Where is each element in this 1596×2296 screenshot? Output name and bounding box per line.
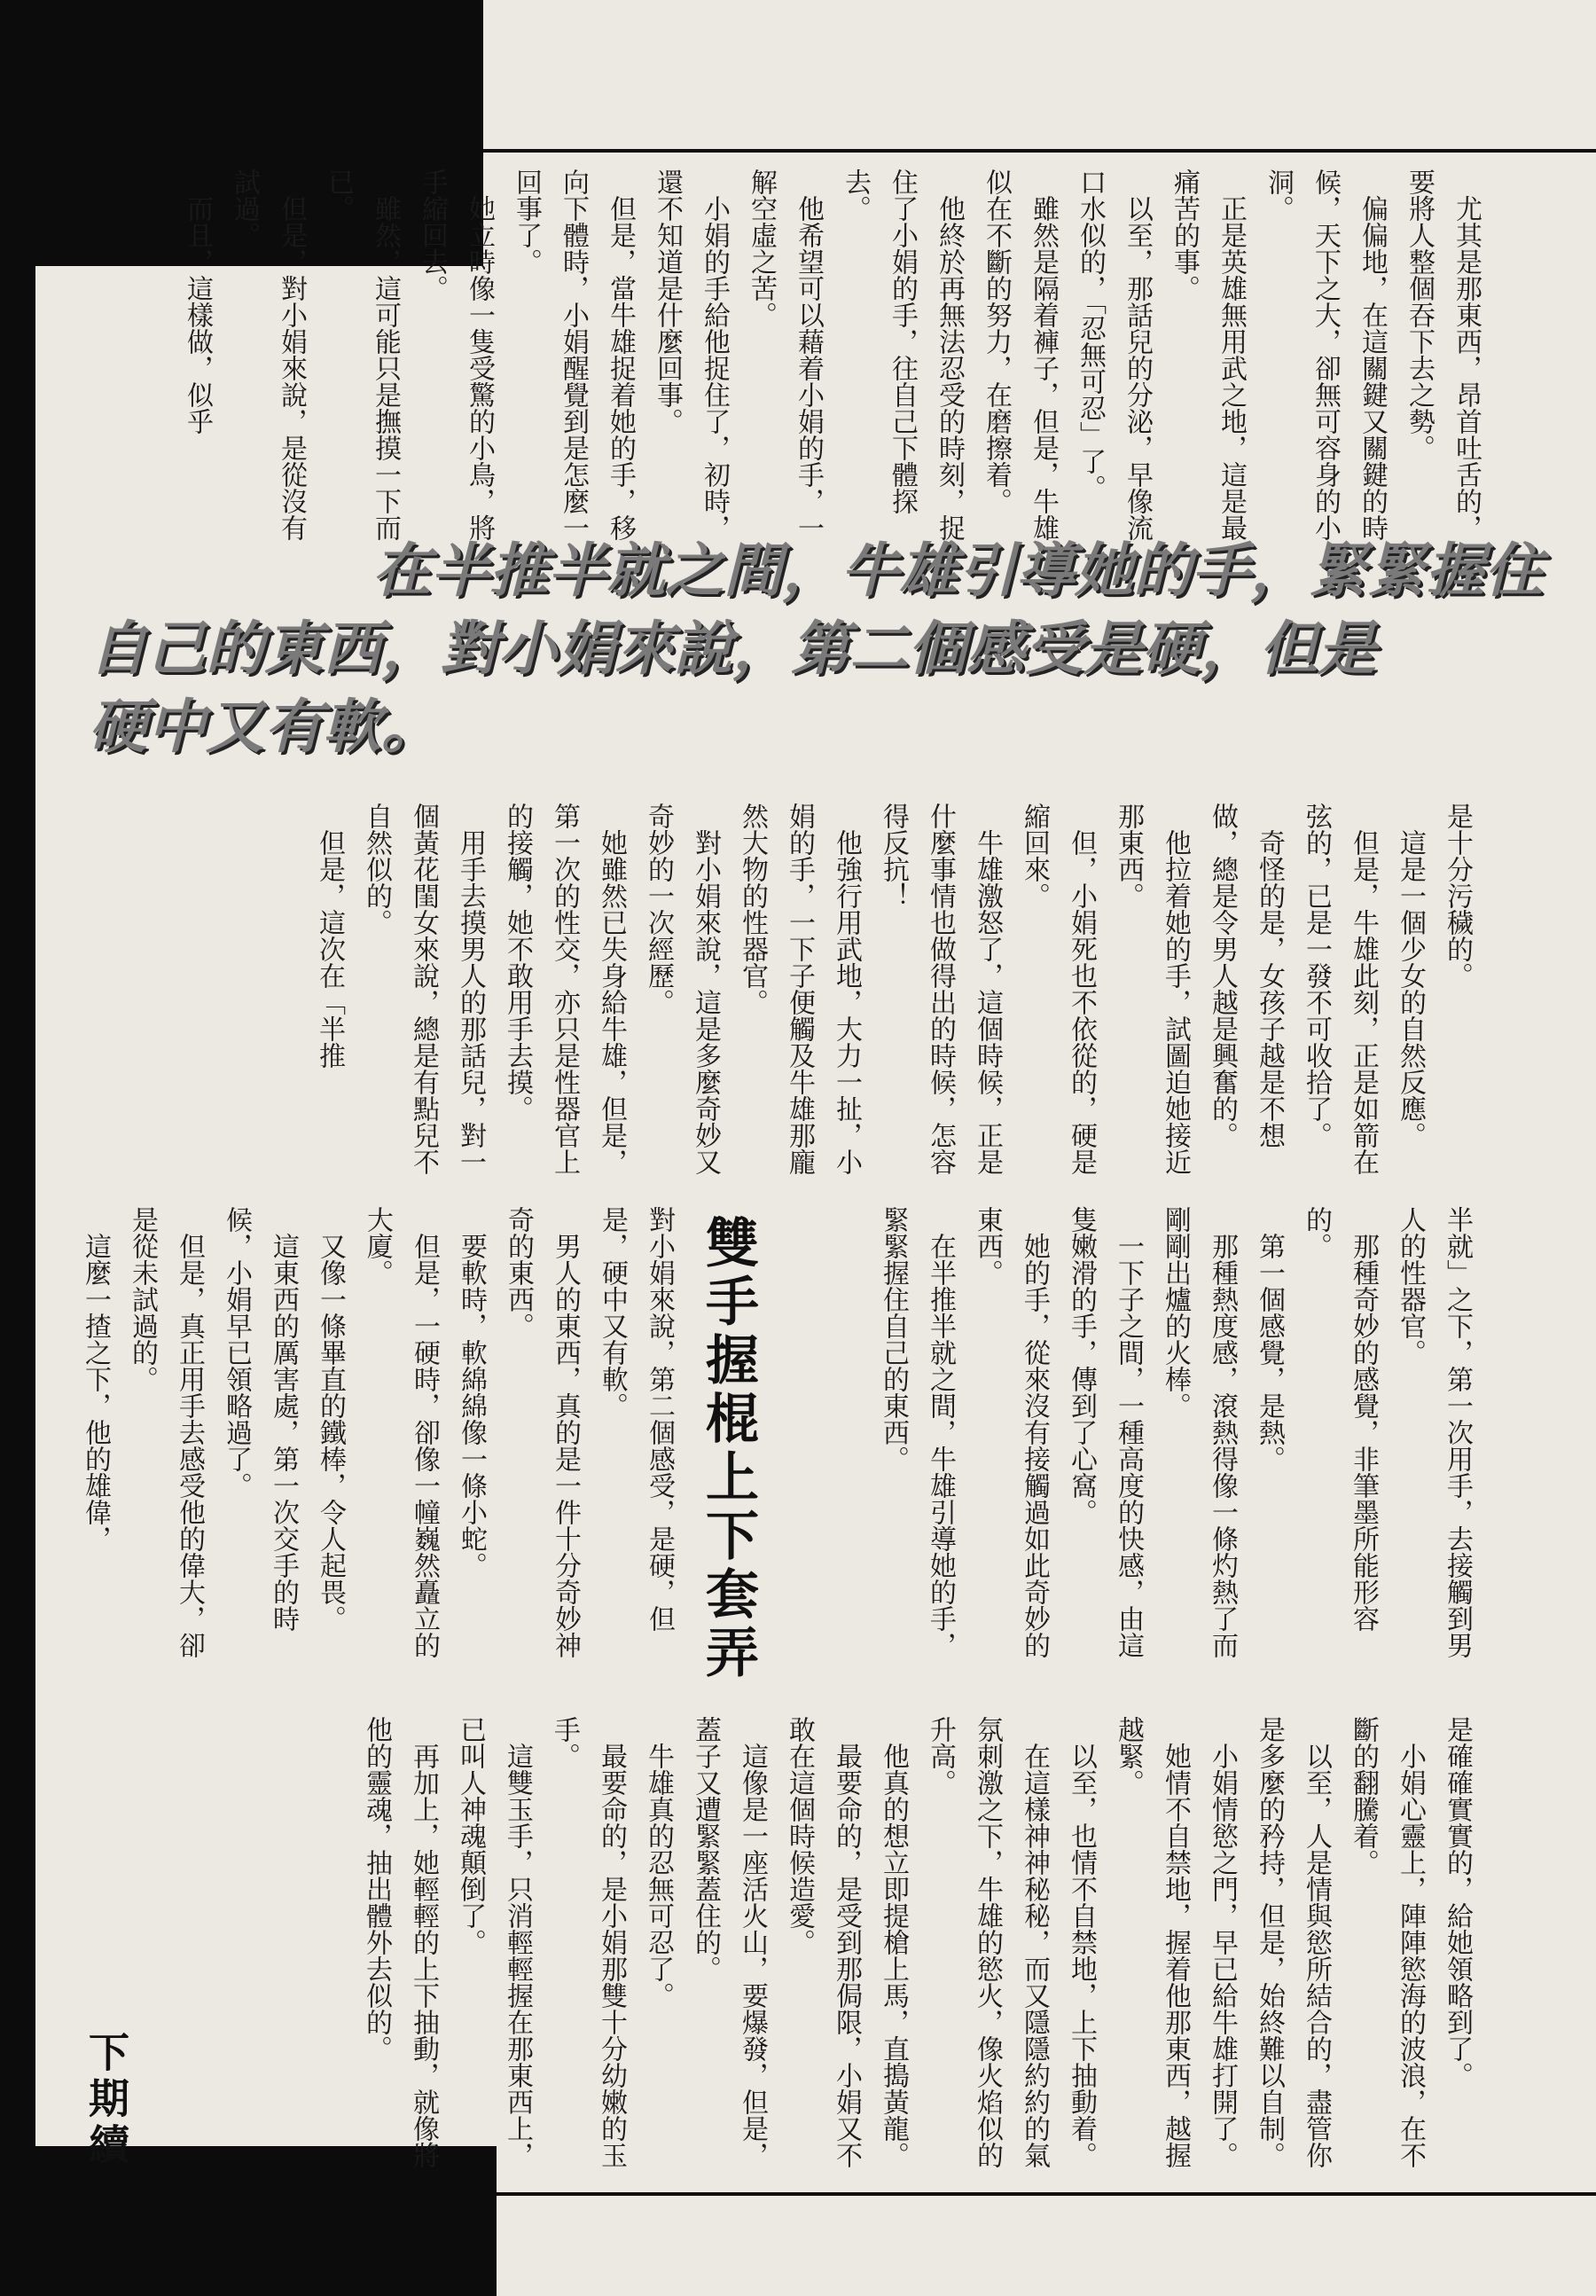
paragraph: 是確確實實的，給她領略到了。 [1442,1716,1473,2088]
paragraph: 小娟心靈上，陣陣慾海的波浪，在不斷的翻騰着。 [1348,1716,1426,2168]
paragraph: 而且，這樣做，似乎 [182,195,213,435]
headline-line: 在半推半就之間，牛雄引導她的手，緊緊握住 [372,537,1543,605]
paragraph: 他真的想立即提槍上馬，直搗黃龍。 [878,1743,909,2168]
paragraph: 他希望可以藉着小娟的手，一解空虛之苦。 [746,168,824,541]
paragraph: 牛雄激怒了，這個時候，正是什麼事情也做得出的時候，怎容得反抗！ [878,803,1003,1175]
paragraph: 一下子之間，一種高度的快感，由這隻嫩滑的手，傳到了心窩。 [1066,1206,1144,1658]
bottom-rule [497,2192,1596,2196]
top-text-block [133,168,1490,541]
paragraph: 但是，真正用手去感受他的偉大，卻是從未試過的。 [127,1206,205,1658]
paragraph: 偏偏地，在這關鍵又關鍵的時候，天下之大，卻無可容身的小洞。 [1263,168,1388,541]
paragraph: 最要命的，是受到那侷限，小娟又不敢在這個時候造愛。 [784,1716,862,2168]
right-text-block [133,803,1481,1184]
paragraph: 但是，牛雄此刻，正是如箭在弦的，已是一發不可收拾了。 [1301,803,1379,1175]
paragraph: 小娟的手給他捉住了，初時，還不知道是什麼回事。 [652,168,730,541]
paragraph: 第一個感覺，是熱。 [1254,1233,1285,1472]
paragraph: 雖然，這可能只是撫摸一下而已。 [323,168,401,541]
paragraph: 對小娟來說，第二個感受，是硬，但是，硬中又有軟。 [597,1206,675,1632]
paragraph: 但，小娟死也不依從的，硬是縮回來。 [1019,803,1097,1175]
paragraph: 這東西的厲害處，第一次交手的時候，小娟早已領略過了。 [221,1206,299,1632]
paragraph: 這雙玉手，只消輕輕握在那東西上，已叫人神魂顛倒了。 [455,1716,533,2168]
pull-quote-headline [89,532,1543,766]
paragraph: 那種熱度感，滾熱得像一條灼熱了而剛剛出爐的火棒。 [1160,1206,1238,1658]
to-be-continued-label: 下期續 [82,2031,130,2169]
paragraph: 尤其是那東西，昂首吐舌的，要將人整個吞下去之勢。 [1404,168,1482,541]
paragraph: 又像一條畢直的鐵棒，令人起畏。 [315,1233,346,1632]
paragraph: 在這樣神神秘秘，而又隱隱約約的氣氛刺激之下，牛雄的慾火，像火焰似的升高。 [925,1716,1050,2168]
paragraph: 牛雄真的忍無可忍了。 [643,1743,674,2009]
black-left-border [0,266,35,2296]
paragraph: 以至，那話兒的分泌，早像流口水似的，「忍無可忍」了。 [1075,168,1153,541]
section-subtitle: 雙手握棍上下套弄 [697,1215,759,1683]
paragraph: 要軟時，軟綿綿像一條小蛇。 [456,1233,487,1579]
headline-line: 硬中又有軟。 [89,693,440,761]
paragraph: 這麼一揸之下，他的雄偉， [80,1233,111,1552]
paragraph: 他拉着她的手，試圖迫她接近那東西。 [1113,803,1191,1175]
paragraph: 男人的東西，真的是一件十分奇妙神奇的東西。 [503,1206,581,1658]
paragraph: 他終於再無法忍受的時刻，捉住了小娟的手，往自己下體探去。 [840,168,965,541]
paragraph: 但是，對小娟來說，是從沒有試過。 [229,168,307,541]
top-rule [483,149,1596,153]
paragraph: 她雖然已失身給牛雄，但是，第一次的性交，亦只是性器官上的接觸，她不敢用手去摸。 [502,803,627,1175]
paragraph: 她立時像一隻受驚的小鳥，將手縮回去。 [417,168,495,541]
paragraph: 奇怪的是，女孩子越是不想做，總是令男人越是興奮的。 [1207,803,1285,1148]
middle-text-block [80,1206,683,1676]
paragraph: 雖然是隔着褲子，但是，牛雄似在不斷的努力，在磨擦着。 [981,168,1059,541]
paragraph: 在半推半就之間，牛雄引導她的手，緊緊握住自己的東西。 [878,1206,956,1658]
paragraph: 正是英雄無用武之地，這是最痛苦的事。 [1169,168,1247,541]
paragraph: 這是一個少女的自然反應。 [1395,829,1426,1148]
paragraph: 他強行用武地，大力一扯，小娟的手，一下子便觸及牛雄那龐然大物的性器官。 [737,803,862,1175]
paragraph: 用手去摸男人的那話兒，對一個黃花閨女來說，總是有點兒不自然似的。 [361,803,486,1175]
headline-line: 自己的東西，對小娟來說，第二個感受是硬，但是 [89,615,1376,683]
paragraph: 這像是一座活火山，要爆發，但是，蓋子又遭緊緊蓋住的。 [690,1716,768,2168]
paragraph: 再加上，她輕輕的上下抽動，就像將他的靈魂，抽出體外去似的。 [361,1716,439,2168]
paragraph: 她的手，從來沒有接觸過如此奇妙的東西。 [972,1206,1050,1658]
paragraph: 半就」之下，第一次用手，去接觸到男人的性器官。 [1395,1206,1473,1658]
paragraph: 對小娟來說，這是多麼奇妙又奇妙的一次經歷。 [643,803,721,1175]
paragraph: 她情不自禁地，握着他那東西，越握越緊。 [1113,1716,1191,2168]
bottom-text-block [142,1716,1481,2177]
paragraph: 以至，也情不自禁地，上下抽動着。 [1066,1743,1097,2168]
paragraph: 但是，一硬時，卻像一幢巍然矗立的大廈。 [362,1206,440,1658]
paragraph: 以至，人是情與慾所結合的，盡管你是多麼的矜持，但是，始終難以自制。 [1254,1716,1332,2168]
paragraph: 小娟情慾之門，早已給牛雄打開了。 [1207,1743,1238,2168]
paragraph: 最要命的，是小娟那雙十分幼嫩的玉手。 [549,1716,627,2168]
paragraph: 那種奇妙的感覺，非筆墨所能形容的。 [1301,1206,1379,1632]
paragraph: 是十分污穢的。 [1442,803,1473,989]
paragraph: 但是，這次在「半推 [314,829,345,1069]
middle-text-block-right [771,1206,1481,1676]
paragraph: 但是，當牛雄捉着她的手，移向下體時，小娟醒覺到是怎麼一回事了。 [511,168,636,541]
